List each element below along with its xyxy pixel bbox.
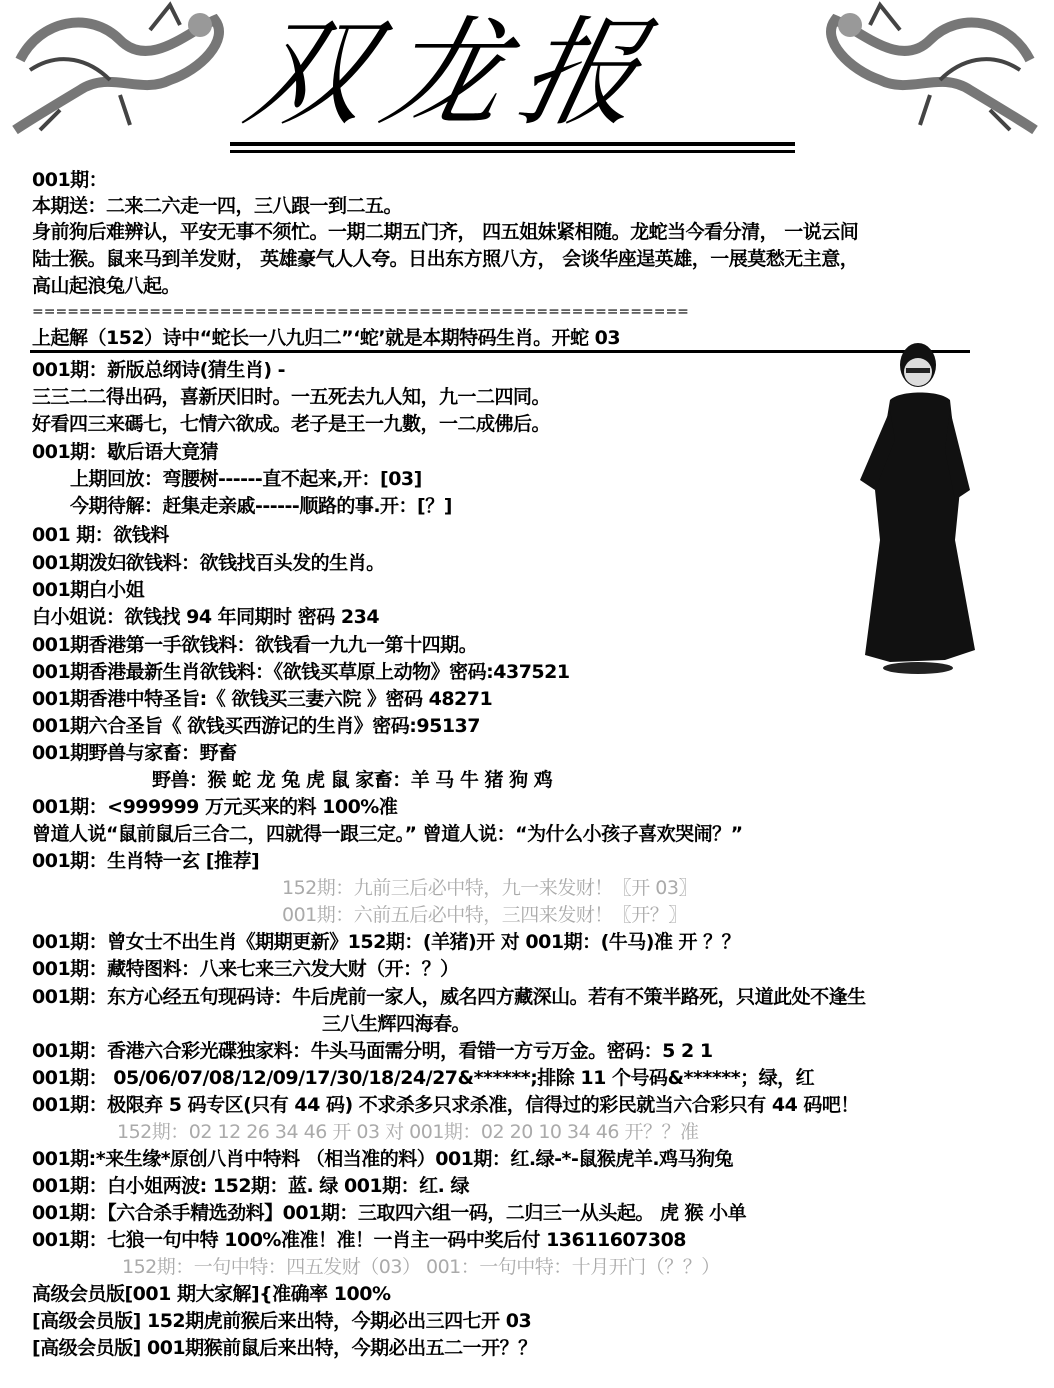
article-line: 001期： — [32, 169, 108, 191]
title-rule — [230, 142, 795, 146]
newspaper-title: 双龙报 — [235, 4, 673, 142]
past-result-line: 152期：02 12 26 34 46 开 03 对 001期：02 20 10 34 46 开？？准 — [117, 1121, 699, 1143]
separator-line: ======================================================== — [32, 304, 689, 320]
article-line: 上起解（152）诗中“蛇长一八九归二”‘蛇’就是本期特码生肖。开蛇 03 — [32, 327, 621, 349]
article-line: 001期野兽与家畜：野畜 — [32, 742, 237, 764]
article-line: 陆士猴。鼠来马到羊发财， 英雄豪气人人夸。日出东方照八方， 会谈华座逞英雄，一展莫愁无主意， — [32, 248, 859, 270]
left-dragon-icon — [0, 0, 250, 140]
article-line: 001期香港最新生肖欲钱料：《欲钱买草原上动物》密码:437521 — [32, 661, 570, 683]
article-line: 本期送：二来二六走一四，三八跟一到二五。 — [32, 195, 403, 217]
article-line: 三三二二得出码，喜新厌旧时。一五死去九人知，九一二四同。 — [32, 386, 551, 408]
article-line: 001期香港第一手欲钱料：欲钱看一九九一第十四期。 — [32, 634, 478, 656]
article-line: 001期：藏特图料：八来七来三六发大财（开：？） — [32, 958, 459, 980]
article-line: 野兽：猴 蛇 龙 兔 虎 鼠 家畜：羊 马 牛 猪 狗 鸡 — [152, 769, 553, 791]
article-line: 001 期：欲钱料 — [32, 524, 169, 546]
person-photo — [850, 340, 980, 675]
article-line: 001期：东方心经五句现码诗：牛后虎前一家人，威名四方藏深山。若有不策半路死，只道此处不逢生 — [32, 986, 866, 1008]
article-line: 001期香港中特圣旨:《 欲钱买三妻六院 》密码 48271 — [32, 688, 493, 710]
article-line: 高山起浪兔八起。 — [32, 275, 181, 297]
article-line: 好看四三来碼七，七情六欲成。老子是王一九數，一二成佛后。 — [32, 413, 551, 435]
title-rule — [230, 150, 795, 153]
article-line: 上期回放：弯腰树------直不起来,开：[03] — [70, 468, 422, 490]
article-line: 今期待解：赶集走亲戚------顺路的事.开：[？] — [70, 495, 452, 517]
article-line: 001期:*来生缘*原创八肖中特料 （相当准的料）001期：红.绿-*-鼠猴虎羊.鸡马狗兔 — [32, 1148, 734, 1170]
article-line: 001期六合圣旨《 欲钱买西游记的生肖》密码:95137 — [32, 715, 480, 737]
article-line: [高级会员版] 152期虎前猴后来出特，今期必出三四七开 03 — [32, 1310, 532, 1332]
article-line: 高级会员版[001 期大家解]{准确率 100% — [32, 1283, 391, 1305]
article-line: 001期：极限弃 5 码专区(只有 44 码) 不求杀多只求杀准，信得过的彩民就当六合彩只有 44 码吧！ — [32, 1094, 859, 1116]
article-line: 001期：生肖特一玄 [推荐] — [32, 850, 260, 872]
article-line: 白小姐说：欲钱找 94 年同期时 密码 234 — [32, 606, 380, 628]
masthead — [0, 0, 1054, 160]
article-line: 001期：歇后语大竟猜 — [32, 441, 219, 463]
article-line: 001期：白小姐两波: 152期：蓝. 绿 001期：红. 绿 — [32, 1175, 469, 1197]
article-line: 001期： 05/06/07/08/12/09/17/30/18/24/27&******;排除 11 个号码&******；绿，红 — [32, 1067, 815, 1089]
past-result-line: 152期：一句中特：四五发财（03） 001：一句中特：十月开门（？？） — [122, 1256, 720, 1278]
article-line: 001期：【六合杀手精选劲料】001期：三取四六组一码，二归三一从头起。 虎 猴 小单 — [32, 1202, 747, 1224]
article-line: 001期：香港六合彩光碟独家料：牛头马面需分明，看错一方亏万金。密码：5 2 1 — [32, 1040, 713, 1062]
article-line: [高级会员版] 001期猴前鼠后来出特，今期必出五二一开？？ — [32, 1337, 537, 1359]
right-dragon-icon — [800, 0, 1050, 140]
past-result-line: 152期：九前三后必中特，九一来发财！〖开 03〗 — [282, 877, 697, 899]
article-line: 001期：七狼一句中特 100%准准！准！一肖主一码中奖后付 13611607308 — [32, 1229, 687, 1251]
article-line: 001期：曾女士不出生肖《期期更新》152期：(羊猪)开 对 001期：(牛马)准 开 ？？ — [32, 931, 741, 953]
article-line: 001期泼妇欲钱料：欲钱找百头发的生肖。 — [32, 552, 385, 574]
section-divider — [30, 350, 970, 353]
article-line: 001期：新版总纲诗(猜生肖) - — [32, 359, 286, 381]
past-result-line: 001期：六前五后必中特，三四来发财！〖开？〗 — [282, 904, 687, 926]
article-line: 001期：<999999 万元买来的料 100%准 — [32, 796, 398, 818]
article-line: 身前狗后难辨认，平安无事不须忙。一期二期五门齐， 四五姐妹紧相随。龙蛇当今看分清， 一说云间 — [32, 221, 859, 243]
article-line: 001期白小姐 — [32, 579, 145, 601]
article-line: 三八生辉四海春。 — [322, 1013, 471, 1035]
article-line: 曾道人说“鼠前鼠后三合二，四就得一跟三定。” 曾道人说：“为什么小孩子喜欢哭闹？” — [32, 823, 743, 845]
